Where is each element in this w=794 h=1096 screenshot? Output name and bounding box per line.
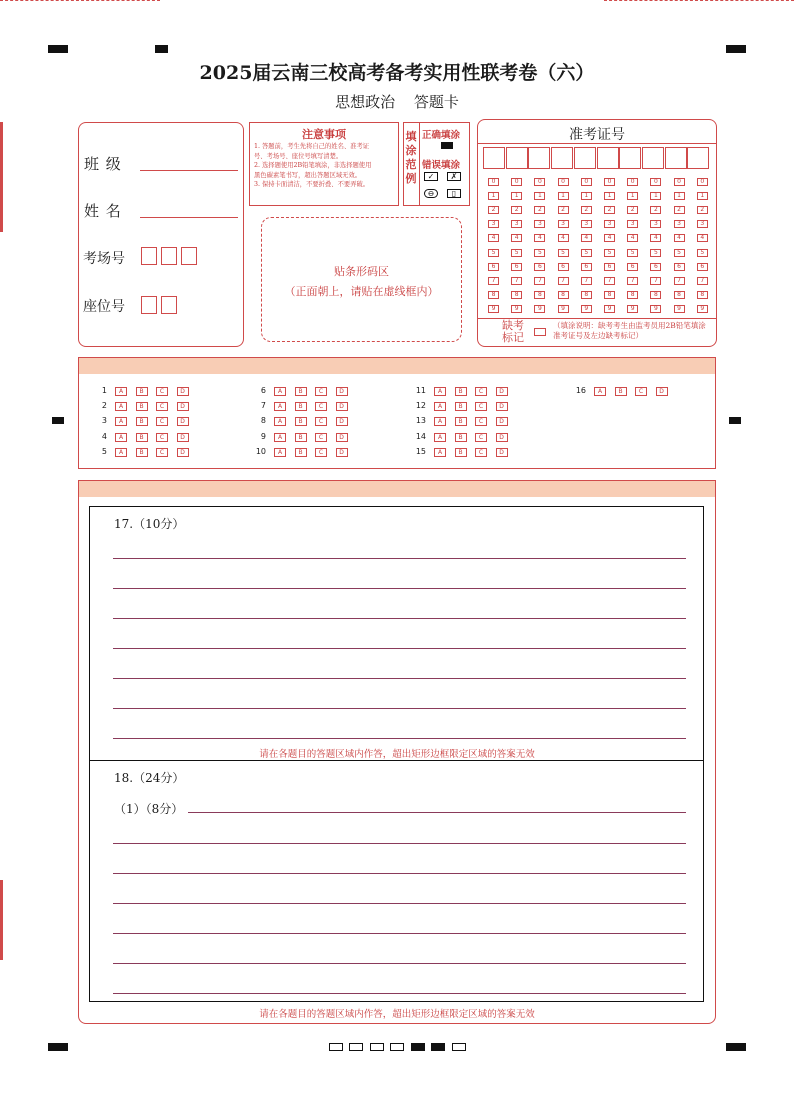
exam-room-box[interactable] — [181, 247, 197, 265]
choice-option-bubble[interactable]: B — [295, 402, 307, 411]
exam-id-digit-bubble[interactable]: 6 — [511, 263, 522, 271]
notice-box — [249, 122, 399, 206]
exam-id-digit-bubble[interactable]: 0 — [581, 178, 592, 186]
choice-option-bubble[interactable]: C — [315, 433, 327, 442]
choice-question-number: 9 — [260, 431, 266, 441]
exam-id-digit-bubble[interactable]: 3 — [488, 220, 499, 228]
notice-line: 2. 选择题使用2B铅笔填涂，非选择题使用 — [254, 162, 372, 169]
exam-id-digit-bubble[interactable]: 8 — [581, 291, 592, 299]
notice-line: 3. 保持卡面清洁，不要折叠、不要弄破。 — [254, 181, 370, 188]
choice-option-bubble[interactable]: A — [434, 402, 446, 411]
exam-id-digit-bubble[interactable]: 9 — [534, 305, 545, 313]
q17-answer-line[interactable] — [113, 678, 686, 679]
choice-option-bubble[interactable]: D — [336, 433, 348, 442]
timing-mark — [52, 417, 64, 424]
exam-id-digit-bubble[interactable]: 1 — [511, 192, 522, 200]
choice-option-bubble[interactable]: B — [136, 433, 148, 442]
choice-option-bubble[interactable]: A — [274, 417, 286, 426]
edge-marker — [0, 122, 3, 232]
exam-id-digit-bubble[interactable]: 9 — [650, 305, 661, 313]
barcode-title: 贴条形码区 — [334, 265, 389, 278]
exam-id-cell[interactable] — [574, 147, 596, 169]
choice-option-bubble[interactable]: A — [115, 448, 127, 457]
exam-title: 2025届云南三校高考备考实用性联考卷（六） — [199, 62, 595, 84]
exam-id-cell[interactable] — [687, 147, 709, 169]
exam-id-digit-bubble[interactable]: 8 — [488, 291, 499, 299]
choice-question-number: 13 — [415, 416, 426, 426]
choice-option-bubble[interactable]: C — [475, 402, 487, 411]
exam-id-digit-bubble[interactable]: 0 — [558, 178, 569, 186]
choice-option-bubble[interactable]: A — [434, 387, 446, 396]
q17-answer-line[interactable] — [113, 738, 686, 739]
q17-answer-line[interactable] — [113, 588, 686, 589]
exam-id-digit-bubble[interactable]: 4 — [488, 234, 499, 242]
exam-id-digit-bubble[interactable]: 2 — [604, 206, 615, 214]
exam-id-digit-bubble[interactable]: 8 — [511, 291, 522, 299]
q17-answer-line[interactable] — [113, 618, 686, 619]
exam-id-digit-bubble[interactable]: 1 — [581, 192, 592, 200]
top-dash-line — [0, 0, 160, 1]
wrong-fill-cross: ✗ — [447, 172, 461, 181]
choice-option-bubble[interactable]: B — [136, 417, 148, 426]
exam-id-digit-bubble[interactable]: 4 — [534, 234, 545, 242]
exam-id-digit-bubble[interactable]: 3 — [511, 220, 522, 228]
exam-id-digit-bubble[interactable]: 7 — [511, 277, 522, 285]
timing-mark — [48, 45, 68, 53]
choice-option-bubble[interactable]: A — [274, 402, 286, 411]
notice-text — [254, 142, 395, 190]
exam-id-digit-bubble[interactable]: 2 — [581, 206, 592, 214]
exam-id-digit-bubble[interactable]: 4 — [558, 234, 569, 242]
exam-id-digit-bubble[interactable]: 3 — [581, 220, 592, 228]
exam-id-digit-bubble[interactable]: 8 — [604, 291, 615, 299]
choice-option-bubble[interactable]: C — [156, 448, 168, 457]
exam-id-digit-bubble[interactable]: 5 — [511, 249, 522, 257]
choice-option-bubble[interactable]: B — [455, 402, 467, 411]
exam-id-digit-bubble[interactable]: 7 — [558, 277, 569, 285]
choice-option-bubble[interactable]: D — [496, 448, 508, 457]
exam-id-digit-bubble[interactable]: 0 — [511, 178, 522, 186]
q17-header: 17.（10分） — [114, 517, 185, 531]
q18-answer-line[interactable] — [113, 843, 686, 844]
page-indicator-box — [452, 1043, 466, 1051]
choice-option-bubble[interactable]: A — [274, 448, 286, 457]
exam-id-digit-bubble[interactable]: 7 — [650, 277, 661, 285]
exam-id-digit-bubble[interactable]: 4 — [581, 234, 592, 242]
class-field[interactable] — [140, 170, 238, 171]
choice-option-bubble[interactable]: C — [315, 402, 327, 411]
choice-question-number: 15 — [415, 446, 426, 456]
correct-fill-sample — [441, 142, 453, 149]
exam-id-digit-bubble[interactable]: 5 — [674, 249, 685, 257]
exam-id-digit-bubble[interactable]: 2 — [511, 206, 522, 214]
choice-option-bubble[interactable]: A — [115, 433, 127, 442]
choice-question-number: 3 — [101, 416, 107, 426]
notice-line: 1. 答题前，考生先将自己的姓名、准考证 — [254, 143, 370, 150]
exam-id-digit-bubble[interactable]: 9 — [604, 305, 615, 313]
choice-option-bubble[interactable]: B — [455, 417, 467, 426]
choice-option-bubble[interactable]: B — [455, 448, 467, 457]
exam-id-digit-bubble[interactable]: 9 — [627, 305, 638, 313]
exam-id-digit-bubble[interactable]: 7 — [627, 277, 638, 285]
exam-id-digit-bubble[interactable]: 9 — [697, 305, 708, 313]
choice-option-bubble[interactable]: C — [475, 448, 487, 457]
exam-id-cell[interactable] — [619, 147, 641, 169]
exam-id-digit-bubble[interactable]: 2 — [650, 206, 661, 214]
page-indicator-box — [411, 1043, 425, 1051]
choice-option-bubble[interactable]: A — [115, 417, 127, 426]
exam-id-digit-bubble[interactable]: 3 — [697, 220, 708, 228]
choice-option-bubble[interactable]: D — [336, 387, 348, 396]
q17-warning: 请在各题目的答题区域内作答，超出矩形边框限定区域的答案无效 — [259, 749, 535, 760]
choice-option-bubble[interactable]: B — [455, 387, 467, 396]
exam-id-digit-bubble[interactable]: 4 — [604, 234, 615, 242]
choice-option-bubble[interactable]: A — [274, 433, 286, 442]
exam-room-box[interactable] — [141, 247, 157, 265]
choice-question-number: 5 — [101, 446, 107, 456]
notice-line: 黑色碳素笔书写，超出答题区域无效。 — [254, 171, 362, 179]
choice-option-bubble[interactable]: B — [136, 387, 148, 396]
choice-option-bubble[interactable]: D — [496, 402, 508, 411]
choice-question-number: 7 — [260, 401, 266, 411]
exam-id-digit-bubble[interactable]: 6 — [581, 263, 592, 271]
q18-answer-line[interactable] — [113, 993, 686, 994]
edge-marker — [0, 880, 3, 960]
q17-q18-divider — [89, 760, 704, 761]
choice-option-bubble[interactable]: A — [274, 387, 286, 396]
q17-answer-line[interactable] — [113, 708, 686, 709]
exam-id-digit-bubble[interactable]: 1 — [697, 192, 708, 200]
choice-option-bubble[interactable]: A — [434, 417, 446, 426]
wrong-fill-check: ✓ — [424, 172, 438, 181]
choice-option-bubble[interactable]: B — [136, 402, 148, 411]
q18-answer-line[interactable] — [188, 812, 686, 813]
exam-id-digit-bubble[interactable]: 8 — [534, 291, 545, 299]
choice-option-bubble[interactable]: A — [594, 387, 606, 396]
absent-note: （填涂说明：缺考考生由监考员用2B铅笔填涂准考证号及左边缺考标记） — [553, 321, 706, 340]
exam-id-digit-bubble[interactable]: 1 — [558, 192, 569, 200]
choice-option-bubble[interactable]: B — [295, 387, 307, 396]
exam-id-digit-bubble[interactable]: 8 — [674, 291, 685, 299]
choice-option-bubble[interactable]: B — [136, 448, 148, 457]
page-indicator-box — [329, 1043, 343, 1051]
exam-id-title: 准考证号 — [569, 127, 625, 143]
exam-id-digit-bubble[interactable]: 0 — [674, 178, 685, 186]
exam-id-digit-bubble[interactable]: 5 — [650, 249, 661, 257]
timing-mark — [155, 45, 168, 53]
exam-id-digit-bubble[interactable]: 0 — [534, 178, 545, 186]
choice-option-bubble[interactable]: A — [115, 387, 127, 396]
correct-fill-label: 正确填涂 — [422, 130, 461, 141]
exam-id-digit-bubble[interactable]: 5 — [558, 249, 569, 257]
choice-option-bubble[interactable]: A — [434, 433, 446, 442]
choice-option-bubble[interactable]: B — [295, 417, 307, 426]
exam-id-digit-bubble[interactable]: 3 — [650, 220, 661, 228]
class-label: 班 级 — [84, 155, 122, 173]
notice-title: 注意事项 — [302, 128, 346, 141]
choice-option-bubble[interactable]: C — [156, 387, 168, 396]
exam-id-digit-bubble[interactable]: 6 — [604, 263, 615, 271]
q18-answer-line[interactable] — [113, 873, 686, 874]
barcode-area — [261, 217, 462, 342]
exam-id-digit-bubble[interactable]: 5 — [581, 249, 592, 257]
exam-id-digit-bubble[interactable]: 5 — [534, 249, 545, 257]
q18-part1-header: （1）（8分） — [114, 802, 184, 816]
page-indicator-box — [349, 1043, 363, 1051]
notice-line: 号、考场号、座位号填写清楚。 — [254, 152, 343, 160]
exam-id-digit-bubble[interactable]: 9 — [674, 305, 685, 313]
exam-id-digit-bubble[interactable]: 0 — [627, 178, 638, 186]
choice-option-bubble[interactable]: D — [496, 417, 508, 426]
exam-id-digit-bubble[interactable]: 6 — [697, 263, 708, 271]
choice-question-number: 10 — [255, 446, 266, 456]
choice-option-bubble[interactable]: D — [336, 417, 348, 426]
choice-question-number: 16 — [575, 386, 586, 395]
exam-room-box[interactable] — [161, 247, 177, 265]
exam-id-digit-bubble[interactable]: 5 — [697, 249, 708, 257]
choice-option-bubble[interactable]: D — [336, 402, 348, 411]
exam-id-digit-bubble[interactable]: 6 — [627, 263, 638, 271]
timing-mark — [48, 1043, 68, 1051]
exam-id-digit-bubble[interactable]: 6 — [488, 263, 499, 271]
q18-answer-line[interactable] — [113, 963, 686, 964]
exam-id-digit-bubble[interactable]: 5 — [604, 249, 615, 257]
exam-id-digit-bubble[interactable]: 7 — [581, 277, 592, 285]
wrong-fill-label: 错误填涂 — [422, 160, 461, 171]
exam-id-digit-bubble[interactable]: 2 — [488, 206, 499, 214]
exam-id-digit-bubble[interactable]: 0 — [697, 178, 708, 186]
exam-id-digit-bubble[interactable]: 1 — [604, 192, 615, 200]
exam-id-cell[interactable] — [665, 147, 687, 169]
fill-example-divider — [419, 122, 420, 206]
q17-answer-line[interactable] — [113, 648, 686, 649]
exam-id-digit-bubble[interactable]: 4 — [627, 234, 638, 242]
exam-id-digit-bubble[interactable]: 6 — [558, 263, 569, 271]
exam-id-digit-bubble[interactable]: 1 — [534, 192, 545, 200]
exam-id-digit-bubble[interactable]: 3 — [604, 220, 615, 228]
exam-id-cell[interactable] — [506, 147, 528, 169]
exam-id-cell[interactable] — [642, 147, 664, 169]
exam-id-digit-bubble[interactable]: 7 — [697, 277, 708, 285]
exam-id-digit-bubble[interactable]: 1 — [488, 192, 499, 200]
exam-id-digit-bubble[interactable]: 2 — [627, 206, 638, 214]
exam-id-digit-bubble[interactable]: 8 — [627, 291, 638, 299]
exam-id-digit-bubble[interactable]: 8 — [697, 291, 708, 299]
choice-option-bubble[interactable]: A — [434, 448, 446, 457]
timing-mark — [726, 1043, 746, 1051]
exam-id-digit-bubble[interactable]: 4 — [697, 234, 708, 242]
choice-question-number: 11 — [415, 386, 426, 395]
q18-answer-line[interactable] — [113, 933, 686, 934]
exam-id-digit-bubble[interactable]: 7 — [488, 277, 499, 285]
exam-id-digit-bubble[interactable]: 1 — [650, 192, 661, 200]
choice-option-bubble[interactable]: C — [156, 433, 168, 442]
choice-option-bubble[interactable]: C — [475, 417, 487, 426]
exam-id-digit-bubble[interactable]: 8 — [650, 291, 661, 299]
exam-id-cell[interactable] — [597, 147, 619, 169]
page-warning: 请在各题目的答题区域内作答，超出矩形边框限定区域的答案无效 — [259, 1009, 535, 1020]
exam-id-digit-bubble[interactable]: 9 — [581, 305, 592, 313]
choice-option-bubble[interactable]: C — [315, 387, 327, 396]
barcode-note: （正面朝上，请贴在虚线框内） — [284, 285, 439, 298]
exam-id-digit-bubble[interactable]: 3 — [627, 220, 638, 228]
exam-id-digit-bubble[interactable]: 0 — [488, 178, 499, 186]
choice-question-number: 1 — [101, 386, 107, 395]
page-indicator-box — [431, 1043, 445, 1051]
exam-id-digit-bubble[interactable]: 2 — [674, 206, 685, 214]
absent-label: 缺考标记 — [502, 319, 524, 344]
exam-id-cell[interactable] — [483, 147, 505, 169]
exam-id-digit-bubble[interactable]: 7 — [604, 277, 615, 285]
exam-id-digit-bubble[interactable]: 6 — [534, 263, 545, 271]
choice-option-bubble[interactable]: D — [177, 417, 189, 426]
exam-id-digit-bubble[interactable]: 9 — [511, 305, 522, 313]
page-indicator-box — [370, 1043, 384, 1051]
wrong-fill-dash: ⊖ — [424, 189, 438, 198]
exam-id-digit-bubble[interactable]: 4 — [650, 234, 661, 242]
choice-option-bubble[interactable]: D — [177, 433, 189, 442]
choice-option-bubble[interactable]: C — [475, 387, 487, 396]
timing-mark — [726, 45, 746, 53]
exam-id-digit-bubble[interactable]: 3 — [558, 220, 569, 228]
choice-option-bubble[interactable]: B — [295, 433, 307, 442]
choice-option-bubble[interactable]: D — [496, 433, 508, 442]
q18-answer-line[interactable] — [113, 903, 686, 904]
choice-option-bubble[interactable]: B — [295, 448, 307, 457]
exam-id-digit-bubble[interactable]: 5 — [627, 249, 638, 257]
absent-mark-box[interactable] — [534, 328, 546, 336]
page-indicator-box — [390, 1043, 404, 1051]
exam-id-digit-bubble[interactable]: 6 — [650, 263, 661, 271]
q18-header: 18.（24分） — [114, 771, 185, 785]
choice-option-bubble[interactable]: B — [455, 433, 467, 442]
exam-id-rule — [477, 143, 717, 144]
choice-option-bubble[interactable]: A — [115, 402, 127, 411]
exam-id-digit-bubble[interactable]: 9 — [558, 305, 569, 313]
exam-id-digit-bubble[interactable]: 6 — [674, 263, 685, 271]
choice-question-number: 14 — [415, 431, 426, 441]
exam-id-cell[interactable] — [551, 147, 573, 169]
choice-option-bubble[interactable]: D — [177, 402, 189, 411]
choice-option-bubble[interactable]: C — [315, 448, 327, 457]
exam-subtitle: 思想政治 答题卡 — [335, 93, 459, 111]
choice-question-number: 2 — [101, 401, 107, 411]
choice-option-bubble[interactable]: C — [635, 387, 647, 396]
choice-option-bubble[interactable]: C — [156, 417, 168, 426]
choice-option-bubble[interactable]: C — [156, 402, 168, 411]
seat-box[interactable] — [161, 296, 177, 314]
exam-id-digit-bubble[interactable]: 7 — [534, 277, 545, 285]
exam-id-digit-bubble[interactable]: 3 — [674, 220, 685, 228]
choice-box — [78, 357, 716, 469]
wrong-fill-partial: ▯ — [447, 189, 461, 198]
fill-example-label: 填涂范例 — [405, 130, 417, 185]
choice-option-bubble[interactable]: C — [475, 433, 487, 442]
exam-id-digit-bubble[interactable]: 2 — [534, 206, 545, 214]
exam-id-digit-bubble[interactable]: 5 — [488, 249, 499, 257]
choice-question-number: 6 — [260, 386, 266, 395]
exam-id-digit-bubble[interactable]: 4 — [674, 234, 685, 242]
name-field[interactable] — [140, 217, 238, 218]
choice-option-bubble[interactable]: D — [496, 387, 508, 396]
top-dash-line — [604, 0, 794, 1]
exam-id-digit-bubble[interactable]: 2 — [697, 206, 708, 214]
choice-option-bubble[interactable]: C — [315, 417, 327, 426]
choice-question-number: 4 — [101, 431, 107, 441]
choice-option-bubble[interactable]: D — [336, 448, 348, 457]
choice-option-bubble[interactable]: B — [615, 387, 627, 396]
exam-id-digit-bubble[interactable]: 3 — [534, 220, 545, 228]
exam-id-cell[interactable] — [528, 147, 550, 169]
choice-option-bubble[interactable]: D — [656, 387, 668, 396]
q17-answer-line[interactable] — [113, 558, 686, 559]
exam-id-digit-bubble[interactable]: 0 — [650, 178, 661, 186]
exam-id-digit-bubble[interactable]: 8 — [558, 291, 569, 299]
timing-mark — [729, 417, 741, 424]
exam-room-label: 考场号 — [83, 251, 125, 267]
seat-box[interactable] — [141, 296, 157, 314]
choice-question-number: 12 — [415, 401, 426, 411]
exam-id-digit-bubble[interactable]: 1 — [674, 192, 685, 200]
choice-option-bubble[interactable]: D — [177, 448, 189, 457]
choice-option-bubble[interactable]: D — [177, 387, 189, 396]
exam-id-digit-bubble[interactable]: 0 — [604, 178, 615, 186]
seat-label: 座位号 — [83, 299, 125, 315]
exam-id-digit-bubble[interactable]: 1 — [627, 192, 638, 200]
exam-id-digit-bubble[interactable]: 2 — [558, 206, 569, 214]
name-label: 姓 名 — [84, 202, 122, 220]
choice-question-number: 8 — [260, 416, 266, 426]
exam-id-digit-bubble[interactable]: 9 — [488, 305, 499, 313]
exam-id-digit-bubble[interactable]: 7 — [674, 277, 685, 285]
exam-id-digit-bubble[interactable]: 4 — [511, 234, 522, 242]
